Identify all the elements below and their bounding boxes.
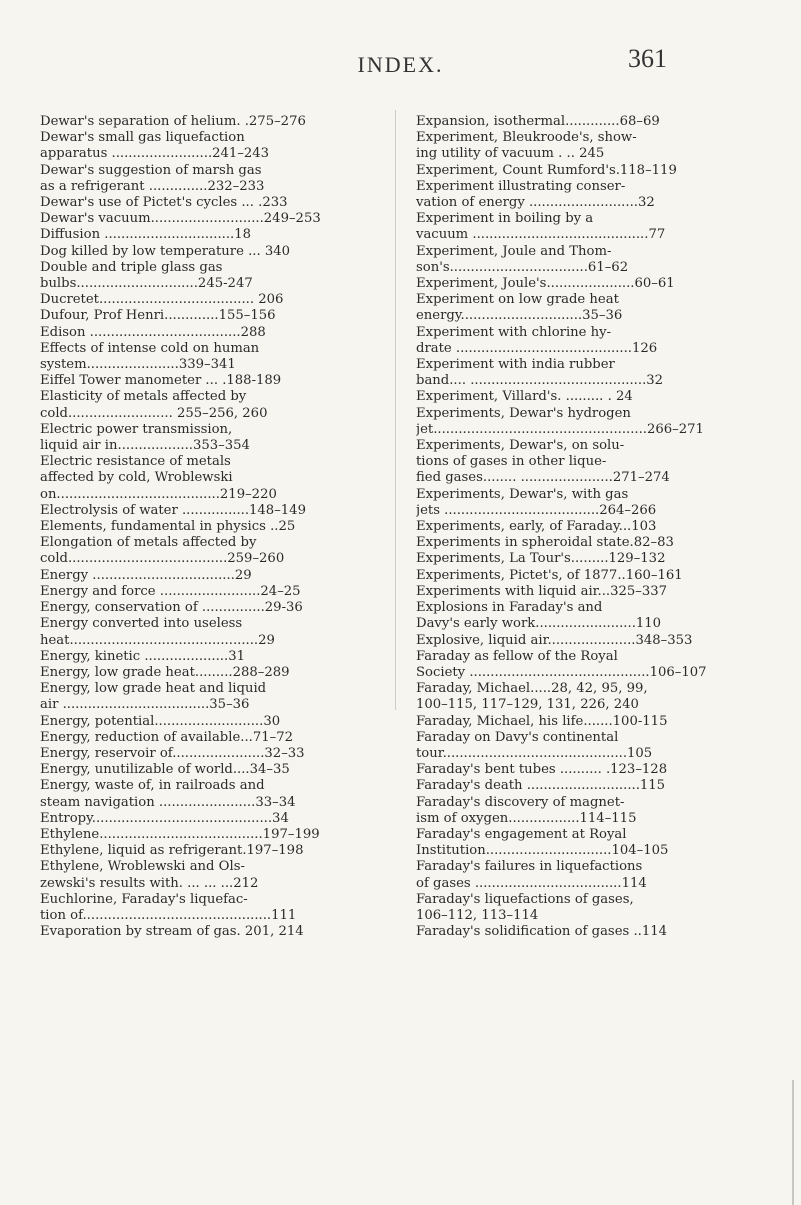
index-entry-continuation: vation of energy ..........................32 [416, 195, 655, 211]
index-entry [416, 163, 756, 179]
index-entry [40, 325, 376, 341]
index-entry [416, 292, 756, 324]
index-entry [416, 357, 756, 389]
index-entry-continuation: cold......................................259–260 [40, 551, 285, 567]
index-entry-term: Experiment with chlorine hy- [416, 324, 612, 340]
index-entry-term: Expansion, isothermal.............68–69 [416, 114, 660, 129]
index-entry [416, 406, 756, 438]
index-entry-term: Energy, reduction of available...71–72 [40, 729, 294, 745]
page-number: 361 [628, 44, 667, 73]
index-entry [416, 325, 756, 357]
index-entry-continuation: Davy's early work........................110 [416, 616, 662, 632]
index-entry-term: Faraday, Michael, his life.......100-115 [416, 713, 668, 729]
index-entry [40, 681, 376, 713]
index-entry-term: Experiment, Count Rumford's.118–119 [416, 162, 677, 178]
index-entry [40, 114, 376, 130]
index-entry [40, 811, 376, 827]
index-entry-term: Experiments, Dewar's, with gas [416, 486, 629, 502]
index-entry-term: Energy, waste of, in railroads and [40, 778, 265, 794]
index-entry-term: Faraday's death ...........................115 [416, 778, 666, 794]
index-entry [40, 730, 376, 746]
index-entry-term: Experiment on low grade heat [416, 292, 619, 308]
index-entry-term: Ethylene.......................................197–199 [40, 826, 320, 842]
index-entry-term: Dog killed by low temperature ... 340 [40, 243, 291, 259]
index-entry [40, 924, 376, 940]
index-entry-term: Entropy...........................................34 [40, 810, 289, 826]
index-entry [416, 568, 756, 584]
index-entry [40, 244, 376, 260]
index-entry [40, 454, 376, 503]
index-entry [40, 616, 376, 648]
index-entry-term: Energy converted into useless [40, 616, 243, 632]
index-entry-term: Double and triple glass gas [40, 259, 223, 275]
index-entry [416, 519, 756, 535]
index-entry-term: Dewar's separation of helium. .275–276 [40, 114, 306, 129]
index-entry [416, 762, 756, 778]
index-entry-term: Dewar's small gas liquefaction [40, 130, 245, 146]
index-entry-continuation: steam navigation .......................33–34 [40, 794, 296, 810]
index-entry-continuation: cold......................... 255–256, 260 [40, 405, 268, 421]
index-entry-term: Electric power transmission, [40, 421, 233, 437]
index-entry [416, 924, 756, 940]
index-entry-term: Energy, low grade heat.........288–289 [40, 664, 290, 680]
index-entry [416, 714, 756, 730]
index-entry [416, 681, 756, 713]
index-entry-continuation: zewski's results with. ... ... ...212 [40, 875, 259, 891]
index-entry-term: Explosive, liquid air.....................348–353 [416, 632, 693, 648]
index-entry-term: Diffusion ...............................18 [40, 227, 251, 243]
index-entry-term: Experiment, Villard's. ......... . 24 [416, 389, 633, 405]
index-entry-term: Experiment with india rubber [416, 357, 615, 373]
index-entry [40, 778, 376, 810]
index-entry-continuation: as a refrigerant ..............232–233 [40, 178, 265, 194]
index-entry-continuation: air ...................................35–36 [40, 697, 250, 713]
index-entry-term: Elongation of metals affected by [40, 535, 257, 551]
index-entry [40, 714, 376, 730]
index-entry [40, 843, 376, 859]
index-entry [40, 762, 376, 778]
index-entry [416, 649, 756, 681]
index-entry-term: Dewar's suggestion of marsh gas [40, 162, 262, 178]
index-entry-continuation: jet...................................................266–271 [416, 421, 704, 437]
index-entry [416, 179, 756, 211]
index-entry [40, 649, 376, 665]
index-entry [416, 535, 756, 551]
index-entry [40, 227, 376, 243]
index-entry-term: Dewar's use of Pictet's cycles ... .233 [40, 195, 288, 211]
index-entry [40, 665, 376, 681]
index-entry-continuation: vacuum ..........................................77 [416, 227, 666, 243]
index-entry-continuation: band.... ..........................................32 [416, 373, 664, 389]
index-entry [416, 584, 756, 600]
index-entry-term: Elasticity of metals affected by [40, 389, 247, 405]
index-entry [40, 260, 376, 292]
index-entry-term: Experiments, La Tour's.........129–132 [416, 551, 666, 567]
page-edge-shadow [792, 1080, 794, 1205]
index-entry-term: Edison ....................................288 [40, 324, 266, 340]
index-entry-term: Experiment illustrating conser- [416, 178, 626, 194]
index-entry-term: Eiffel Tower manometer ... .188-189 [40, 373, 282, 389]
index-entry [40, 195, 376, 211]
index-entry [40, 535, 376, 567]
index-entry-term: Experiments, early, of Faraday...103 [416, 519, 657, 535]
index-entry-term: Ethylene, Wroblewski and Ols- [40, 859, 245, 875]
index-entry-continuation: of gases ...................................114 [416, 875, 647, 891]
index-entry-term: Experiment, Joule and Thom- [416, 243, 612, 259]
index-entry [40, 130, 376, 162]
index-entry-continuation: ism of oxygen.................114–115 [416, 810, 637, 826]
index-entry [40, 163, 376, 195]
index-entry-term: Experiments with liquid air...325–337 [416, 583, 668, 599]
index-entry-term: Faraday, Michael.....28, 42, 95, 99, [416, 681, 648, 697]
index-entry-continuation: energy.............................35–36 [416, 308, 623, 324]
index-entry-term: Experiment in boiling by a [416, 211, 594, 227]
index-entry [416, 276, 756, 292]
index-entry [416, 778, 756, 794]
index-entry-term: Dufour, Prof Henri.............155–156 [40, 308, 276, 324]
index-entry-continuation: heat.............................................29 [40, 632, 275, 648]
index-entry-term: Experiments, Dewar's, on solu- [416, 438, 625, 454]
index-entry [416, 130, 756, 162]
index-entry-continuation: bulbs.............................245-247 [40, 276, 253, 292]
index-entry [416, 892, 756, 924]
index-entry-term: Experiments in spheroidal state.82–83 [416, 535, 674, 551]
index-entry-term: Faraday as fellow of the Royal [416, 648, 618, 664]
index-entry-term: Experiments, Pictet's, of 1877..160–161 [416, 567, 683, 583]
index-entry-continuation: tion of.............................................111 [40, 907, 297, 923]
index-entry-term: Energy, potential..........................30 [40, 713, 281, 729]
index-entry-continuation: fied gases........ ......................271–274 [416, 470, 670, 486]
index-entry-term: Faraday's bent tubes .......... .123–128 [416, 762, 668, 778]
index-entry-continuation: son's.................................61–62 [416, 259, 629, 275]
index-entry [40, 584, 376, 600]
index-entry [416, 600, 756, 632]
index-entry [416, 551, 756, 567]
index-entry [416, 633, 756, 649]
index-entry [416, 795, 756, 827]
index-entry-term: Faraday's liquefactions of gases, [416, 891, 634, 907]
index-entry-term: Energy, low grade heat and liquid [40, 681, 267, 697]
index-entry [40, 519, 376, 535]
index-entry-continuation: tions of gases in other lique- [416, 454, 607, 470]
index-entry-term: Experiment, Joule's.....................60–61 [416, 276, 675, 292]
index-entry [40, 827, 376, 843]
index-entry-term: Elements, fundamental in physics ..25 [40, 519, 296, 535]
index-entry [40, 211, 376, 227]
index-entry-term: Electrolysis of water ................148–149 [40, 502, 306, 518]
index-entry [40, 308, 376, 324]
index-entry-term: Effects of intense cold on human [40, 340, 260, 356]
index-entry [40, 341, 376, 373]
index-entry-continuation: affected by cold, Wroblewski [40, 470, 233, 486]
index-entry [416, 827, 756, 859]
index-entry-term: Explosions in Faraday's and [416, 600, 603, 616]
index-entry [40, 892, 376, 924]
index-entry-continuation: Institution..............................104–105 [416, 843, 669, 859]
index-entry-term: Dewar's vacuum...........................249–253 [40, 211, 321, 227]
index-entry-term: Faraday's discovery of magnet- [416, 794, 625, 810]
index-entry-term: Euchlorine, Faraday's liquefac- [40, 891, 248, 907]
index-entry-term: Experiments, Dewar's hydrogen [416, 405, 631, 421]
index-entry-term: Energy ..................................29 [40, 567, 252, 583]
index-entry [416, 114, 756, 130]
index-entry-term: Ducretet..................................... 206 [40, 292, 284, 308]
column-divider [395, 110, 396, 710]
index-entry-continuation: apparatus ........................241–243 [40, 146, 270, 162]
index-entry [416, 244, 756, 276]
index-entry-continuation: jets .....................................264–266 [416, 502, 657, 518]
index-entry [416, 859, 756, 891]
index-entry [40, 503, 376, 519]
index-entry-term: Energy, reservoir of......................32–33 [40, 745, 305, 761]
index-entry [40, 422, 376, 454]
index-entry-continuation: liquid air in..................353–354 [40, 438, 250, 454]
index-entry-continuation: Society ...........................................106–107 [416, 664, 707, 680]
index-entry [416, 211, 756, 243]
index-entry-term: Faraday's solidification of gases ..114 [416, 924, 668, 940]
index-entry-term: Ethylene, liquid as refrigerant.197–198 [40, 843, 304, 859]
index-entry-term: Energy, kinetic ....................31 [40, 648, 245, 664]
index-entry-term: Evaporation by stream of gas. 201, 214 [40, 924, 304, 940]
index-entry [40, 292, 376, 308]
index-entry-continuation: drate ..........................................126 [416, 340, 658, 356]
page-header-title: INDEX. [357, 52, 444, 77]
index-entry [40, 859, 376, 891]
index-entry [40, 568, 376, 584]
index-entry-continuation: system......................339–341 [40, 357, 236, 373]
index-entry-continuation: tour............................................105 [416, 745, 653, 761]
index-entry-term: Energy, unutilizable of world....34–35 [40, 762, 290, 778]
index-entry-continuation: ing utility of vacuum . .. 245 [416, 146, 605, 162]
index-entry [40, 389, 376, 421]
index-entry [416, 389, 756, 405]
index-entry-term: Electric resistance of metals [40, 454, 231, 470]
index-entry-term: Experiment, Bleukroode's, show- [416, 130, 637, 146]
index-entry-term: Energy and force ........................24–25 [40, 583, 301, 599]
index-entry-term: Faraday's failures in liquefactions [416, 859, 643, 875]
index-entry-continuation: 106–112, 113–114 [416, 907, 539, 923]
index-entry-term: Energy, conservation of ...............29-36 [40, 600, 303, 616]
index-entry [40, 373, 376, 389]
index-entry [40, 600, 376, 616]
index-column-right [416, 114, 756, 940]
index-entry-continuation: 100–115, 117–129, 131, 226, 240 [416, 697, 639, 713]
index-entry [416, 487, 756, 519]
index-entry-term: Faraday on Davy's continental [416, 729, 619, 745]
index-entry [416, 438, 756, 487]
index-entry-term: Faraday's engagement at Royal [416, 826, 627, 842]
index-entry [40, 746, 376, 762]
index-entry [416, 730, 756, 762]
index-entry-continuation: on.......................................219–220 [40, 486, 277, 502]
index-column-left [40, 114, 376, 940]
